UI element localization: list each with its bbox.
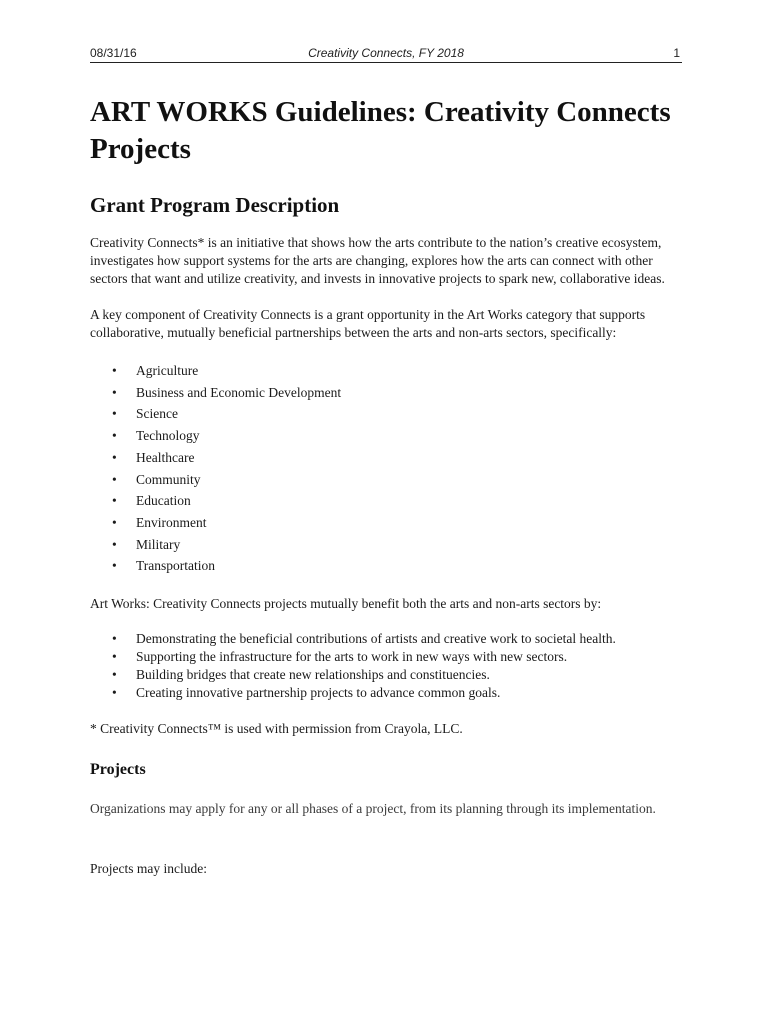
header-date: 08/31/16 xyxy=(90,46,137,60)
list-item-text: Environment xyxy=(136,514,207,530)
list-item-text: Technology xyxy=(136,428,200,444)
list-item-text: Creating innovative partnership projects to advance common goals. xyxy=(136,685,501,701)
list-item xyxy=(90,684,680,702)
projects-include-paragraph: Projects may include: xyxy=(90,861,207,877)
intro-paragraph: Creativity Connects* is an initiative that shows how the arts contribute to the nation’s creative ecosystem, investigates how support systems for the arts are changing, explores how the arts can connect with other sectors that want and utilize creativity, and invests in innovative projects to spark new, collaborative ideas. xyxy=(90,235,665,286)
list-item xyxy=(90,630,680,648)
list-item-text: Military xyxy=(136,536,181,552)
bullet-icon: • xyxy=(112,384,117,400)
header-title: Creativity Connects, FY 2018 xyxy=(308,46,464,60)
list-item xyxy=(90,382,680,404)
list-item-text: Transportation xyxy=(136,558,216,574)
list-item xyxy=(90,534,680,556)
list-item xyxy=(90,425,680,447)
list-item-text: Education xyxy=(136,493,191,509)
running-header xyxy=(90,44,682,63)
section-heading-projects: Projects xyxy=(90,761,146,779)
list-item xyxy=(90,490,680,512)
header-page-number: 1 xyxy=(673,46,680,60)
bullet-icon: • xyxy=(112,536,117,552)
bullet-icon: • xyxy=(112,471,117,487)
list-item xyxy=(90,403,680,425)
list-item xyxy=(90,447,680,469)
bullet-icon: • xyxy=(112,449,117,465)
list-item-text: Business and Economic Development xyxy=(136,384,342,400)
list-item xyxy=(90,360,680,382)
bullet-icon: • xyxy=(112,428,117,444)
bullet-icon: • xyxy=(112,631,117,647)
list-item-text: Supporting the infrastructure for the arts to work in new ways with new sectors. xyxy=(136,649,568,665)
key-component-paragraph: A key component of Creativity Connects is a grant opportunity in the Art Works category that supports collaborative, mutually beneficial partnerships between the arts and non-arts sectors, specifically: xyxy=(90,307,646,340)
bullet-icon: • xyxy=(112,667,117,683)
benefits-intro-paragraph: Art Works: Creativity Connects projects mutually benefit both the arts and non-arts sectors by: xyxy=(90,596,602,612)
list-item-text: Demonstrating the beneficial contributions of artists and creative work to societal health. xyxy=(136,631,616,647)
list-item-text: Science xyxy=(136,406,178,422)
bullet-icon: • xyxy=(112,649,117,665)
projects-intro-paragraph: Organizations may apply for any or all phases of a project, from its planning through its implementation. xyxy=(90,801,656,817)
list-item xyxy=(90,469,680,491)
bullet-icon: • xyxy=(112,514,117,530)
list-item-text: Healthcare xyxy=(136,449,195,465)
sectors-list xyxy=(90,360,680,577)
list-item xyxy=(90,555,680,577)
list-item-text: Community xyxy=(136,471,201,487)
section-heading-grant-program: Grant Program Description xyxy=(90,193,340,217)
trademark-footnote: * Creativity Connects™ is used with permission from Crayola, LLC. xyxy=(90,721,463,737)
list-item-text: Agriculture xyxy=(136,363,199,378)
bullet-icon: • xyxy=(112,493,117,509)
bullet-icon: • xyxy=(112,558,117,574)
document-title: ART WORKS Guidelines: Creativity Connects Projects xyxy=(90,96,671,165)
document-body xyxy=(90,94,680,878)
bullet-icon: • xyxy=(112,363,117,378)
list-item xyxy=(90,512,680,534)
list-item xyxy=(90,666,680,684)
list-item-text: Building bridges that create new relationships and constituencies. xyxy=(136,667,490,683)
bullet-icon: • xyxy=(112,685,117,701)
benefits-list xyxy=(90,630,680,702)
list-item xyxy=(90,648,680,666)
bullet-icon: • xyxy=(112,406,117,422)
